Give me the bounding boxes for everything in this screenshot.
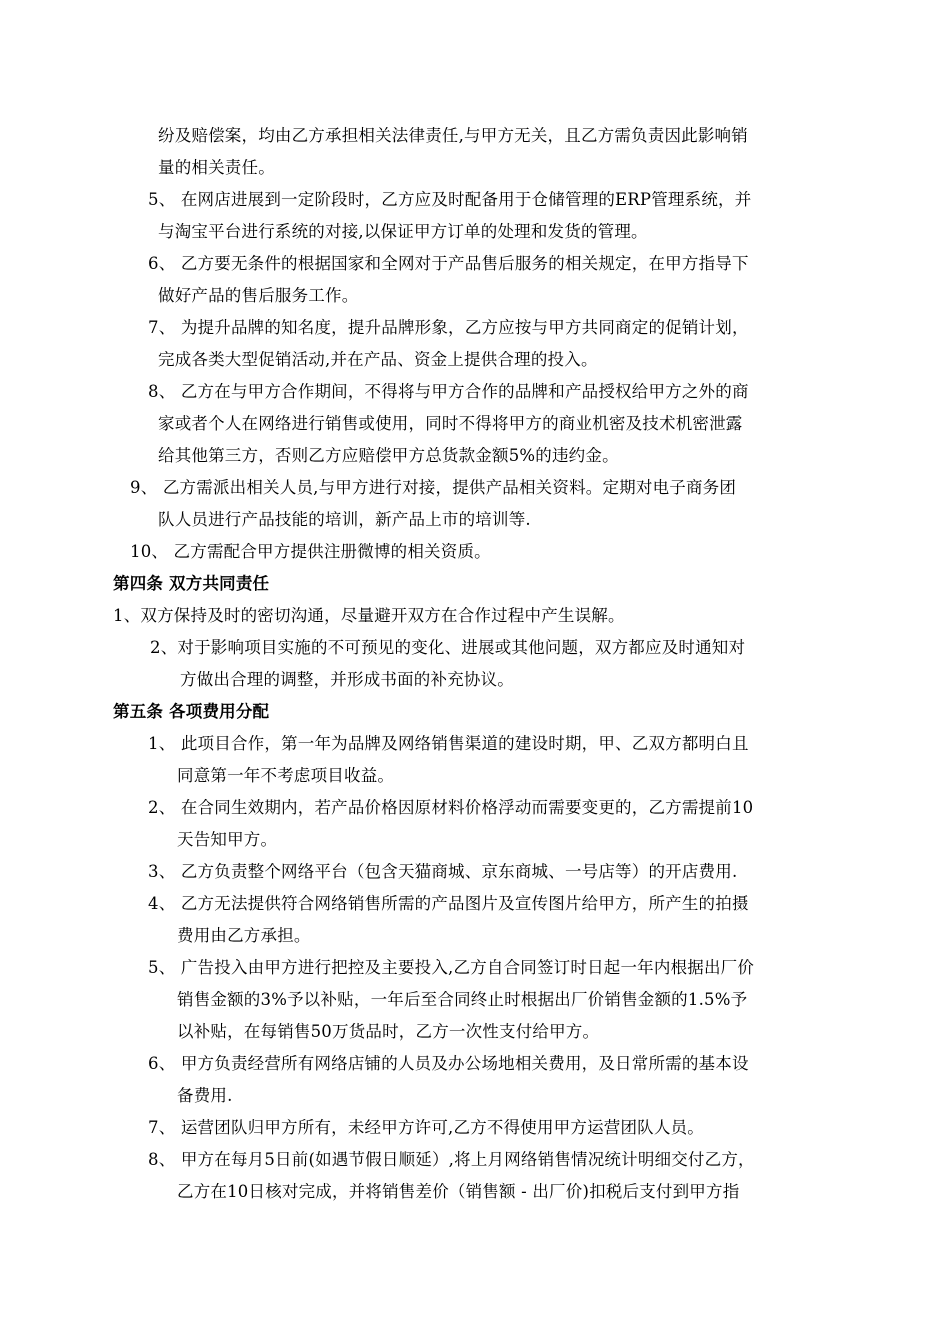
list-item: 8、 乙方在与甲方合作期间，不得将与甲方合作的品牌和产品授权给甲方之外的商 — [148, 382, 749, 401]
text-line: 天告知甲方。 — [177, 830, 278, 849]
text-line: 同意第一年不考虑项目收益。 — [177, 766, 395, 785]
list-item: 1、双方保持及时的密切沟通，尽量避开双方在合作过程中产生误解。 — [113, 606, 625, 625]
section-heading: 第五条 各项费用分配 — [113, 702, 270, 721]
list-item: 7、 运营团队归甲方所有，未经甲方许可,乙方不得使用甲方运营团队人员。 — [148, 1118, 704, 1137]
list-item: 1、 此项目合作，第一年为品牌及网络销售渠道的建设时期，甲、乙双方都明白且 — [148, 734, 749, 753]
list-item: 10、 乙方需配合甲方提供注册微博的相关资质。 — [130, 542, 491, 561]
text-line: 家或者个人在网络进行销售或使用，同时不得将甲方的商业机密及技术机密泄露 — [158, 414, 743, 433]
list-item: 8、 甲方在每月5日前(如遇节假日顺延）,将上月网络销售情况统计明细交付乙方， — [148, 1150, 755, 1169]
text-line: 队人员进行产品技能的培训，新产品上市的培训等. — [158, 510, 531, 529]
list-item: 4、 乙方无法提供符合网络销售所需的产品图片及宣传图片给甲方，所产生的拍摄 — [148, 894, 749, 913]
list-item: 7、 为提升品牌的知名度，提升品牌形象，乙方应按与甲方共同商定的促销计划， — [148, 318, 749, 337]
list-item: 3、 乙方负责整个网络平台（包含天猫商城、京东商城、一号店等）的开店费用. — [148, 862, 738, 881]
text-line: 以补贴，在每销售50万货品时，乙方一次性支付给甲方。 — [177, 1022, 600, 1041]
text-line: 量的相关责任。 — [158, 158, 275, 177]
text-line: 备费用. — [177, 1086, 233, 1105]
list-item: 6、 乙方要无条件的根据国家和全网对于产品售后服务的相关规定，在甲方指导下 — [148, 254, 749, 273]
text-line: 销售金额的3%予以补贴，一年后至合同终止时根据出厂价销售金额的1.5%予 — [177, 990, 748, 1009]
list-item: 9、 乙方需派出相关人员,与甲方进行对接，提供产品相关资料。定期对电子商务团 — [130, 478, 737, 497]
list-item: 2、 在合同生效期内，若产品价格因原材料价格浮动而需要变更的，乙方需提前10 — [148, 798, 754, 817]
list-item: 2、对于影响项目实施的不可预见的变化、进展或其他问题，双方都应及时通知对 — [150, 638, 746, 657]
text-line: 纷及赔偿案，均由乙方承担相关法律责任,与甲方无关，且乙方需负责因此影响销 — [158, 126, 748, 145]
text-line: 给其他第三方，否则乙方应赔偿甲方总货款金额5%的违约金。 — [158, 446, 619, 465]
section-heading: 第四条 双方共同责任 — [113, 574, 270, 593]
text-line: 与淘宝平台进行系统的对接,以保证甲方订单的处理和发货的管理。 — [158, 222, 648, 241]
list-item: 5、 广告投入由甲方进行把控及主要投入,乙方自合同签订时日起一年内根据出厂价 — [148, 958, 755, 977]
list-item: 5、 在网店进展到一定阶段时，乙方应及时配备用于仓储管理的ERP管理系统，并 — [148, 190, 752, 209]
text-line: 方做出合理的调整，并形成书面的补充协议。 — [180, 670, 514, 689]
text-line: 完成各类大型促销活动,并在产品、资金上提供合理的投入。 — [158, 350, 598, 369]
text-line: 做好产品的售后服务工作。 — [158, 286, 359, 305]
text-line: 费用由乙方承担。 — [177, 926, 311, 945]
text-line: 乙方在10日核对完成，并将销售差价（销售额 - 出厂价)扣税后支付到甲方指 — [177, 1182, 740, 1201]
list-item: 6、 甲方负责经营所有网络店铺的人员及办公场地相关费用，及日常所需的基本设 — [148, 1054, 749, 1073]
